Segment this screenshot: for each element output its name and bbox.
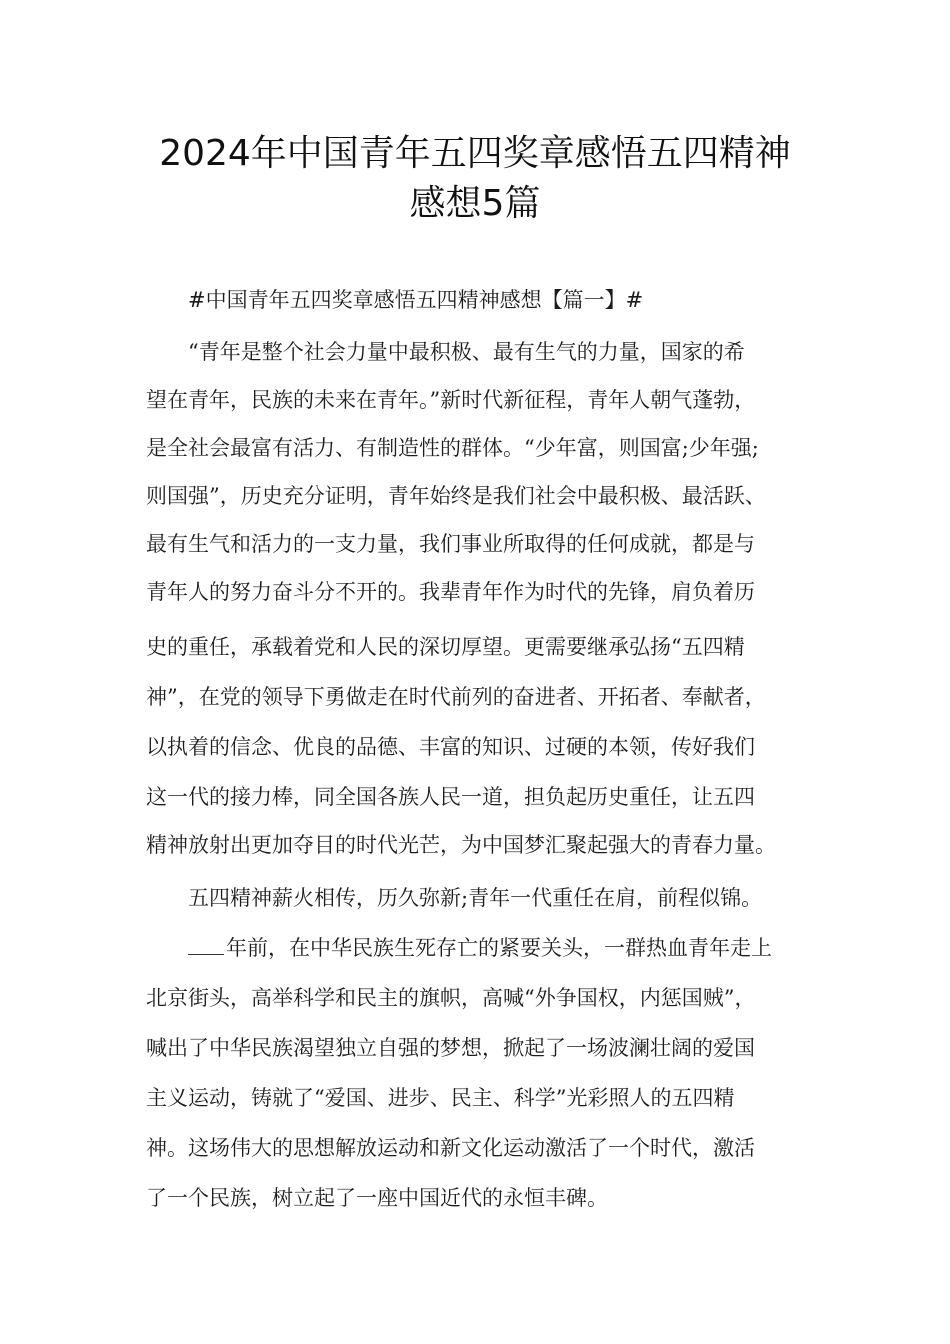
document-title-line-2: 感想5篇	[409, 183, 541, 224]
paragraph1-line: 是全社会最富有活力、有制造性的群体。“少年富，则国富;少年强;	[146, 436, 759, 460]
paragraph1-line: 以执着的信念、优良的品德、丰富的知识、过硬的本领，传好我们	[146, 735, 755, 759]
paragraph3-first-line	[188, 933, 772, 963]
document-title-line-1: 2024年中国青年五四奖章感悟五四精神	[159, 133, 791, 174]
paragraph1-line: 望在青年，民族的未来在青年。”新时代新征程，青年人朝气蓬勃，	[146, 388, 756, 412]
paragraph1-line: 青年人的努力奋斗分不开的。我辈青年作为时代的先锋，肩负着历	[146, 580, 755, 604]
paragraph3-line: 北京街头，高举科学和民主的旗帜，高喊“外争国权，内惩国贼”，	[146, 986, 756, 1010]
paragraph1-line: 精神放射出更加夺目的时代光芒，为中国梦汇聚起强大的青春力量。	[146, 833, 776, 857]
paragraph1-line: 史的重任，承载着党和人民的深切厚望。更需要继承弘扬“五四精	[146, 635, 745, 659]
paragraph3-line: 主义运动，铸就了“爱国、进步、民主、科学”光彩照人的五四精	[146, 1086, 735, 1110]
paragraph3-first-text: 年前，在中华民族生死存亡的紧要关头，一群热血青年走上	[226, 936, 772, 960]
paragraph1-line: 神”，在党的领导下勇做走在时代前列的奋进者、开拓者、奉献者，	[146, 685, 766, 709]
paragraph3-line: 神。这场伟大的思想解放运动和新文化运动激活了一个时代，激活	[146, 1136, 755, 1160]
section-heading: #中国青年五四奖章感悟五四精神感想【篇一】#	[188, 288, 644, 312]
fill-in-blank	[188, 934, 224, 955]
paragraph3-line: 喊出了中华民族渴望独立自强的梦想，掀起了一场波澜壮阔的爱国	[146, 1036, 755, 1060]
paragraph3-line: 了一个民族，树立起了一座中国近代的永恒丰碑。	[146, 1186, 608, 1210]
paragraph1-line: 这一代的接力棒，同全国各族人民一道，担负起历史重任，让五四	[146, 785, 755, 809]
paragraph2: 五四精神薪火相传，历久弥新;青年一代重任在肩，前程似锦。	[188, 886, 763, 910]
paragraph1-line: “青年是整个社会力量中最积极、最有生气的力量，国家的希	[188, 340, 745, 364]
paragraph1-line: 则国强”，历史充分证明，青年始终是我们社会中最积极、最活跃、	[146, 484, 766, 508]
paragraph1-line: 最有生气和活力的一支力量，我们事业所取得的任何成就，都是与	[146, 532, 755, 556]
